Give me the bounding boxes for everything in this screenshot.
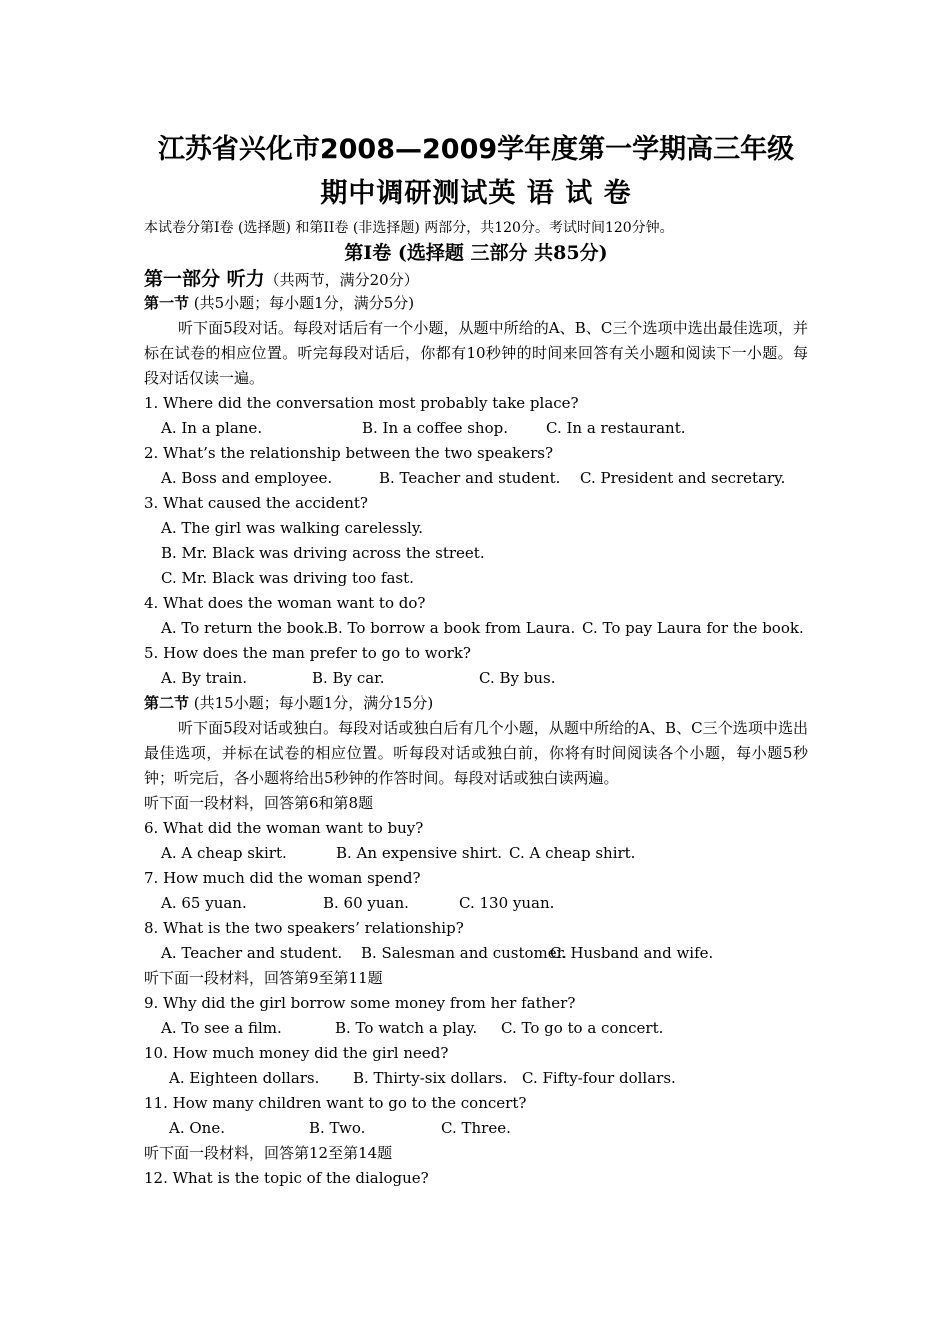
option-b: B. Teacher and student. (379, 469, 561, 487)
section1-desc: (共5小题；每小题1分，满分5分) (189, 294, 415, 312)
option-a: A. A cheap skirt. (161, 844, 287, 862)
question-9: 9. Why did the girl borrow some money from her father? (144, 994, 576, 1012)
option-c: C. 130 yuan. (459, 894, 555, 912)
option-b: B. Two. (309, 1119, 366, 1137)
question-2-options (144, 466, 808, 491)
option-a: A. 65 yuan. (161, 894, 247, 912)
question-7-options (144, 891, 808, 916)
option-c: C. By bus. (479, 669, 556, 687)
option-c: C. Three. (441, 1119, 511, 1137)
question-3: 3. What caused the accident? (144, 494, 368, 512)
option-b: B. By car. (312, 669, 385, 687)
option-a: A. Eighteen dollars. (169, 1069, 320, 1087)
question-6-options (144, 841, 808, 866)
material-note-2: 听下面一段材料，回答第9至第11题 (144, 969, 383, 987)
option-c: C. President and secretary. (580, 469, 786, 487)
option-a: A. One. (169, 1119, 225, 1137)
question-1-options (144, 416, 808, 441)
question-6: 6. What did the woman want to buy? (144, 819, 424, 837)
question-4: 4. What does the woman want to do? (144, 594, 426, 612)
exam-title-line2: 期中调研测试英 语 试 卷 (320, 178, 632, 209)
question-9-options (144, 1016, 808, 1041)
option-b: B. 60 yuan. (323, 894, 409, 912)
question-2: 2. What’s the relationship between the two speakers? (144, 444, 554, 462)
section1-instructions: 听下面5段对话。每段对话后有一个小题，从题中所给的A、B、C三个选项中选出最佳选项，并标在试卷的相应位置。听完每段对话后，你都有10秒钟的时间来回答有关小题和阅读下一小题。每段对话仅读一遍。 (144, 319, 808, 387)
question-11-options (144, 1116, 808, 1141)
section2-desc: (共15小题；每小题1分，满分15分) (189, 694, 434, 712)
question-7: 7. How much did the woman spend? (144, 869, 421, 887)
question-5-options (144, 666, 808, 691)
option-a: A. Boss and employee. (161, 469, 333, 487)
option-c: C. To go to a concert. (501, 1019, 664, 1037)
question-5: 5. How does the man prefer to go to work? (144, 644, 471, 662)
section2-heading (144, 691, 808, 716)
option-b: B. Salesman and customer. (361, 944, 567, 962)
question-3-option-a: A. The girl was walking carelessly. (161, 519, 424, 537)
question-8: 8. What is the two speakers’ relationship? (144, 919, 464, 937)
option-c: C. Husband and wife. (550, 944, 714, 962)
material-note-1: 听下面一段材料，回答第6和第8题 (144, 794, 374, 812)
option-a: A. To see a film. (161, 1019, 282, 1037)
option-b: B. An expensive shirt. (336, 844, 503, 862)
option-c: C. Fifty-four dollars. (522, 1069, 676, 1087)
option-a: A. To return the book. (161, 619, 329, 637)
option-c: C. A cheap shirt. (509, 844, 636, 862)
section1-label: 第一节 (144, 294, 190, 312)
option-a: A. Teacher and student. (161, 944, 343, 962)
option-b: B. To borrow a book from Laura. (327, 619, 576, 637)
section1-heading (144, 291, 808, 316)
exam-page (144, 128, 808, 1191)
option-a: A. In a plane. (161, 419, 263, 437)
material-note-3: 听下面一段材料，回答第12至第14题 (144, 1144, 393, 1162)
question-4-options (144, 616, 808, 641)
part1-heading (144, 267, 808, 291)
option-b: B. To watch a play. (335, 1019, 478, 1037)
option-b: B. Thirty-six dollars. (353, 1069, 508, 1087)
option-c: C. To pay Laura for the book. (582, 619, 804, 637)
option-b: B. In a coffee shop. (362, 419, 508, 437)
option-a: A. By train. (161, 669, 248, 687)
section2-instructions: 听下面5段对话或独白。每段对话或独白后有几个小题，从题中所给的A、B、C三个选项中选出最佳选项，并标在试卷的相应位置。听每段对话或独白前，你将有时间阅读各个小题，每小题5秒钟；听完后，各小题将给出5秒钟的作答时间。每段对话或独白读两遍。 (144, 719, 808, 787)
question-10-options (144, 1066, 808, 1091)
option-c: C. In a restaurant. (546, 419, 686, 437)
question-3-option-c: C. Mr. Black was driving too fast. (161, 569, 414, 587)
exam-title-line1: 江苏省兴化市2008—2009学年度第一学期高三年级 (157, 134, 795, 165)
question-12: 12. What is the topic of the dialogue? (144, 1169, 429, 1187)
part1-title: 第一部分 听力 (144, 268, 265, 290)
exam-intro: 本试卷分第Ⅰ卷 (选择题) 和第II卷 (非选择题) 两部分，共120分。考试时间120分钟。 (144, 220, 674, 236)
question-8-options (144, 941, 808, 966)
question-11: 11. How many children want to go to the concert? (144, 1094, 527, 1112)
volume-title: 第I卷 (选择题 三部分 共85分) (344, 242, 608, 264)
section2-label: 第二节 (144, 694, 190, 712)
question-10: 10. How much money did the girl need? (144, 1044, 449, 1062)
question-1: 1. Where did the conversation most probably take place? (144, 394, 579, 412)
part1-subtitle: （共两节，满分20分） (264, 271, 419, 289)
question-3-option-b: B. Mr. Black was driving across the street. (161, 544, 485, 562)
